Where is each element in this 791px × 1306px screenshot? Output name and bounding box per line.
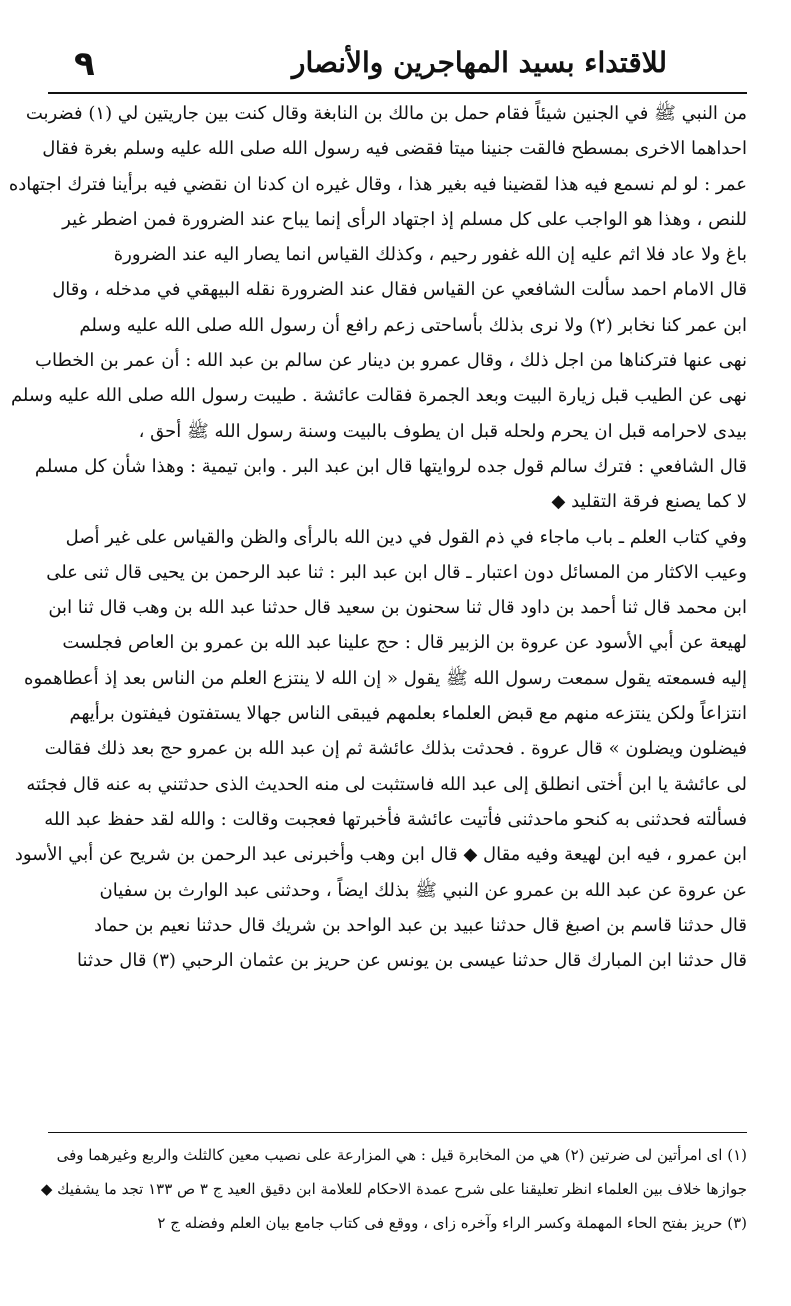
page-header	[44, 38, 747, 90]
text-line: نهى عنها فتركناها من اجل ذلك ، وقال عمرو بن دينار عن سالم بن عبد الله : أن عمر بن الخطاب	[35, 350, 747, 372]
text-line: قال الشافعي : فترك سالم قول جده لروايتها قال ابن عبد البر . وابن تيمية : وهذا شأن كل مسلم	[34, 455, 747, 477]
text-line: بيدى لاحرامه قبل ان يحرم ولحله قبل ان يطوف بالبيت وسنة رسول الله ﷺ أحق ،	[138, 420, 747, 442]
text-line: لى عائشة يا ابن أختى انطلق إلى عبد الله فاستثبت لى منه الحديث الذى حدثتني به عنه قال فجئته	[26, 773, 747, 795]
running-title: للاقتداء بسيد المهاجرين والأنصار	[291, 46, 667, 79]
text-line: عمر : لو لم نسمع فيه هذا لقضينا فيه بغير هذا ، وقال غيره ان كدنا ان نقضي فيه برأينا فترك اجتهاده	[8, 173, 747, 195]
text-line: ابن عمرو ، فيه ابن لهيعة وفيه مقال ◆ قال ابن وهب وأخبرنى عبد الرحمن بن شريح عن أبي الأسود	[14, 844, 747, 866]
text-line: للنص ، وهذا هو الواجب على كل مسلم إذ اجتهاد الرأى إنما يباح عند الضرورة فمن اضطر غير	[62, 208, 747, 230]
page-number: ٩	[74, 44, 95, 84]
text-line: قال حدثنا ابن المبارك قال حدثنا عيسى بن يونس عن حريز بن عثمان الرحبي (٣) قال حدثنا	[77, 950, 747, 972]
text-line: إليه فسمعته يقول سمعت رسول الله ﷺ يقول « إن الله لا ينتزع العلم من الناس بعد إذ أعطاهموه	[24, 667, 747, 689]
text-line: فيضلون ويضلون » قال عروة . فحدثت بذلك عائشة ثم إن عبد الله بن عمرو حج بعد ذلك فقالت	[44, 738, 747, 760]
text-line: فسألته فحدثنى به كنحو ماحدثنى فأتيت عائشة فأخبرتها فعجبت وقالت : والله لقد حفظ عبد الله	[44, 808, 747, 830]
text-line: لهيعة عن أبي الأسود عن عروة بن الزبير قال : حج علينا عبد الله بن عمرو بن العاص فجلست	[62, 632, 747, 654]
text-line: وفي كتاب العلم ـ باب ماجاء في ذم القول في دين الله بالرأى والظن والقياس على غير أصل	[65, 526, 747, 548]
text-line: احداهما الاخرى بمسطح فالقت جنينا ميتا فقضى فيه رسول الله صلى الله عليه وسلم بغرة فقال	[42, 138, 747, 160]
text-line: ابن عمر كنا نخابر (٢) ولا نرى بذلك بأساحتى زعم رافع أن رسول الله صلى الله عليه وسلم	[79, 314, 747, 336]
text-line: ابن محمد قال ثنا أحمد بن داود قال ثنا سحنون بن سعيد قال حدثنا عبد الله بن وهب قال ثنا ابن	[48, 597, 747, 619]
text-line: نهى عن الطيب قبل زيارة البيت وبعد الجمرة فقالت عائشة . طيبت رسول الله صلى الله عليه وسلم	[10, 385, 747, 407]
text-line: انتزاعاً ولكن ينتزعه منهم مع قبض العلماء بعلمهم فيبقى الناس جهالا يستفتون فيفتون برأيهم	[69, 703, 747, 725]
text-line: عن عروة عن عبد الله بن عمرو عن النبي ﷺ بذلك ايضاً ، وحدثنى عبد الوارث بن سفيان	[99, 879, 747, 901]
footnotes	[40, 1138, 747, 1240]
text-line: باغ ولا عاد فلا اثم عليه إن الله غفور رحيم ، وكذلك القياس انما يصار اليه عند الضرورة	[113, 244, 747, 266]
footnote-line: (٣) حريز بفتح الحاء المهملة وكسر الراء وآخره زاى ، ووقع فى كتاب جامع بيان العلم وفضله ج ٢	[157, 1214, 747, 1232]
footnote-rule	[48, 1132, 747, 1133]
text-line: من النبي ﷺ في الجنين شيئاً فقام حمل بن مالك بن النابغة وقال كنت بين جاريتين لي (١) فضربت	[25, 103, 747, 124]
text-line: قال الامام احمد سألت الشافعي عن القياس فقال عند الضرورة نقله البيهقي في مدخله ، وقال	[52, 279, 747, 301]
footnote-line: جوازها خلاف بين العلماء انظر تعليقنا على شرح عمدة الاحكام للعلامة ابن دقيق العيد ج ٣ ص ١٣٣ تجد ما يشفيك ◆	[40, 1180, 747, 1198]
text-line: وعيب الاكثار من المسائل دون اعتبار ـ قال ابن عبد البر : ثنا عبد الرحمن بن يحيى قال ثنى على	[46, 561, 747, 583]
text-line: لا كما يصنع فرقة التقليد ◆	[551, 491, 747, 513]
main-text	[8, 96, 747, 978]
footnote-line: (١) اى امرأتين لى ضرتين (٢) هي من المخابرة قيل : هي المزارعة على نصيب معين كالثلث والربع وغيرهما وفى	[56, 1146, 747, 1164]
header-rule	[48, 92, 747, 94]
text-line: قال حدثنا قاسم بن اصبغ قال حدثنا عبيد بن عبد الواحد بن شريك قال حدثنا نعيم بن حماد	[94, 914, 747, 936]
